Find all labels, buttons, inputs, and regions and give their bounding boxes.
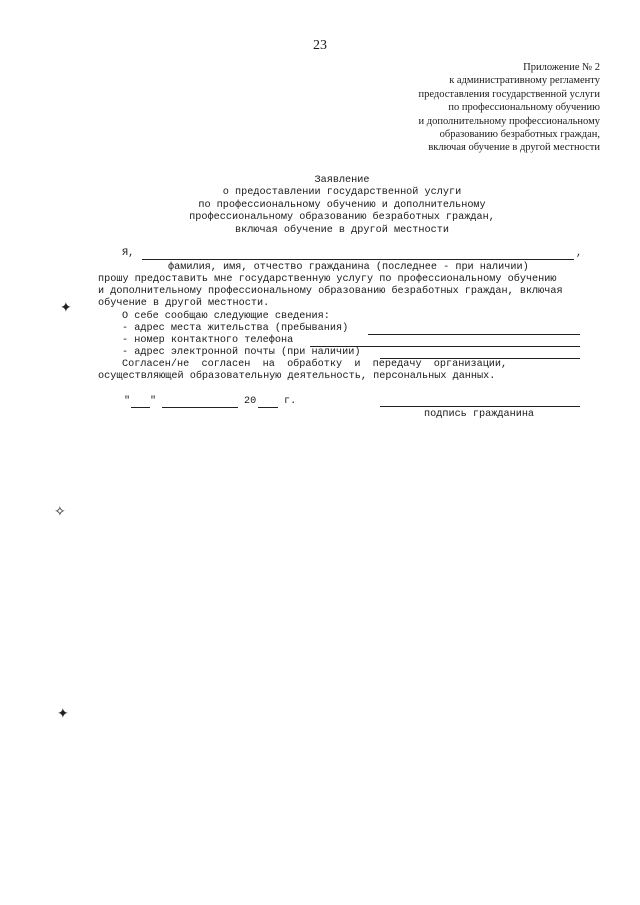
email-label: - адрес электронной почты (при наличии): [122, 347, 361, 358]
date-day-field[interactable]: [131, 407, 150, 408]
consent-line: осуществляющей образовательную деятельность, персональных данных.: [98, 371, 496, 382]
title-line: по профессиональному обучению и дополнительному: [198, 199, 486, 211]
address-field[interactable]: [368, 334, 580, 335]
request-line: и дополнительному профессиональному образованию безработных граждан, включая: [98, 286, 563, 297]
appendix-line: по профессиональному обучению: [448, 102, 600, 114]
appendix-line: образованию безработных граждан,: [439, 129, 600, 141]
signature-field[interactable]: [380, 406, 580, 407]
appendix-block: [300, 61, 600, 155]
scan-mark-icon: ✦: [60, 301, 72, 316]
page-number: 23: [313, 38, 327, 53]
full-name-field[interactable]: [142, 259, 574, 260]
document-title: [0, 175, 640, 237]
address-label: - адрес места жительства (пребывания): [122, 323, 349, 334]
appendix-line: предоставления государственной услуги: [418, 88, 600, 100]
title-heading: Заявление: [314, 175, 370, 186]
title-line: включая обучение в другой местности: [235, 224, 449, 236]
signature-caption: подпись гражданина: [424, 409, 535, 420]
scan-mark-icon: ✦: [57, 707, 69, 722]
appendix-line: к административному регламенту: [449, 75, 600, 87]
request-line: прошу предоставить мне государственную услугу по профессиональному обучению: [98, 274, 557, 285]
i-comma: ,: [576, 248, 583, 259]
date-quote-close: ": [150, 396, 157, 407]
consent-line: Согласен/не согласен на обработку и передачу организации,: [122, 359, 508, 370]
i-label: Я,: [122, 248, 135, 259]
date-year-prefix: 20: [244, 396, 257, 407]
date-month-field[interactable]: [162, 407, 238, 408]
date-year-suffix: г.: [284, 396, 297, 407]
title-line: профессиональному образованию безработных граждан,: [189, 212, 495, 224]
date-year-field[interactable]: [258, 407, 278, 408]
appendix-line: Приложение № 2: [523, 62, 600, 73]
scan-mark-icon: ✧: [54, 505, 66, 520]
about-intro: О себе сообщаю следующие сведения:: [122, 311, 330, 322]
title-line: о предоставлении государственной услуги: [222, 187, 462, 199]
date-quote-open: ": [124, 396, 131, 407]
request-line: обучение в другой местности.: [98, 298, 270, 309]
appendix-line: и дополнительному профессиональному: [418, 115, 600, 127]
phone-label: - номер контактного телефона: [122, 335, 294, 346]
appendix-line: включая обучение в другой местности: [428, 142, 600, 154]
name-caption: фамилия, имя, отчество гражданина (последнее - при наличии): [168, 262, 529, 273]
